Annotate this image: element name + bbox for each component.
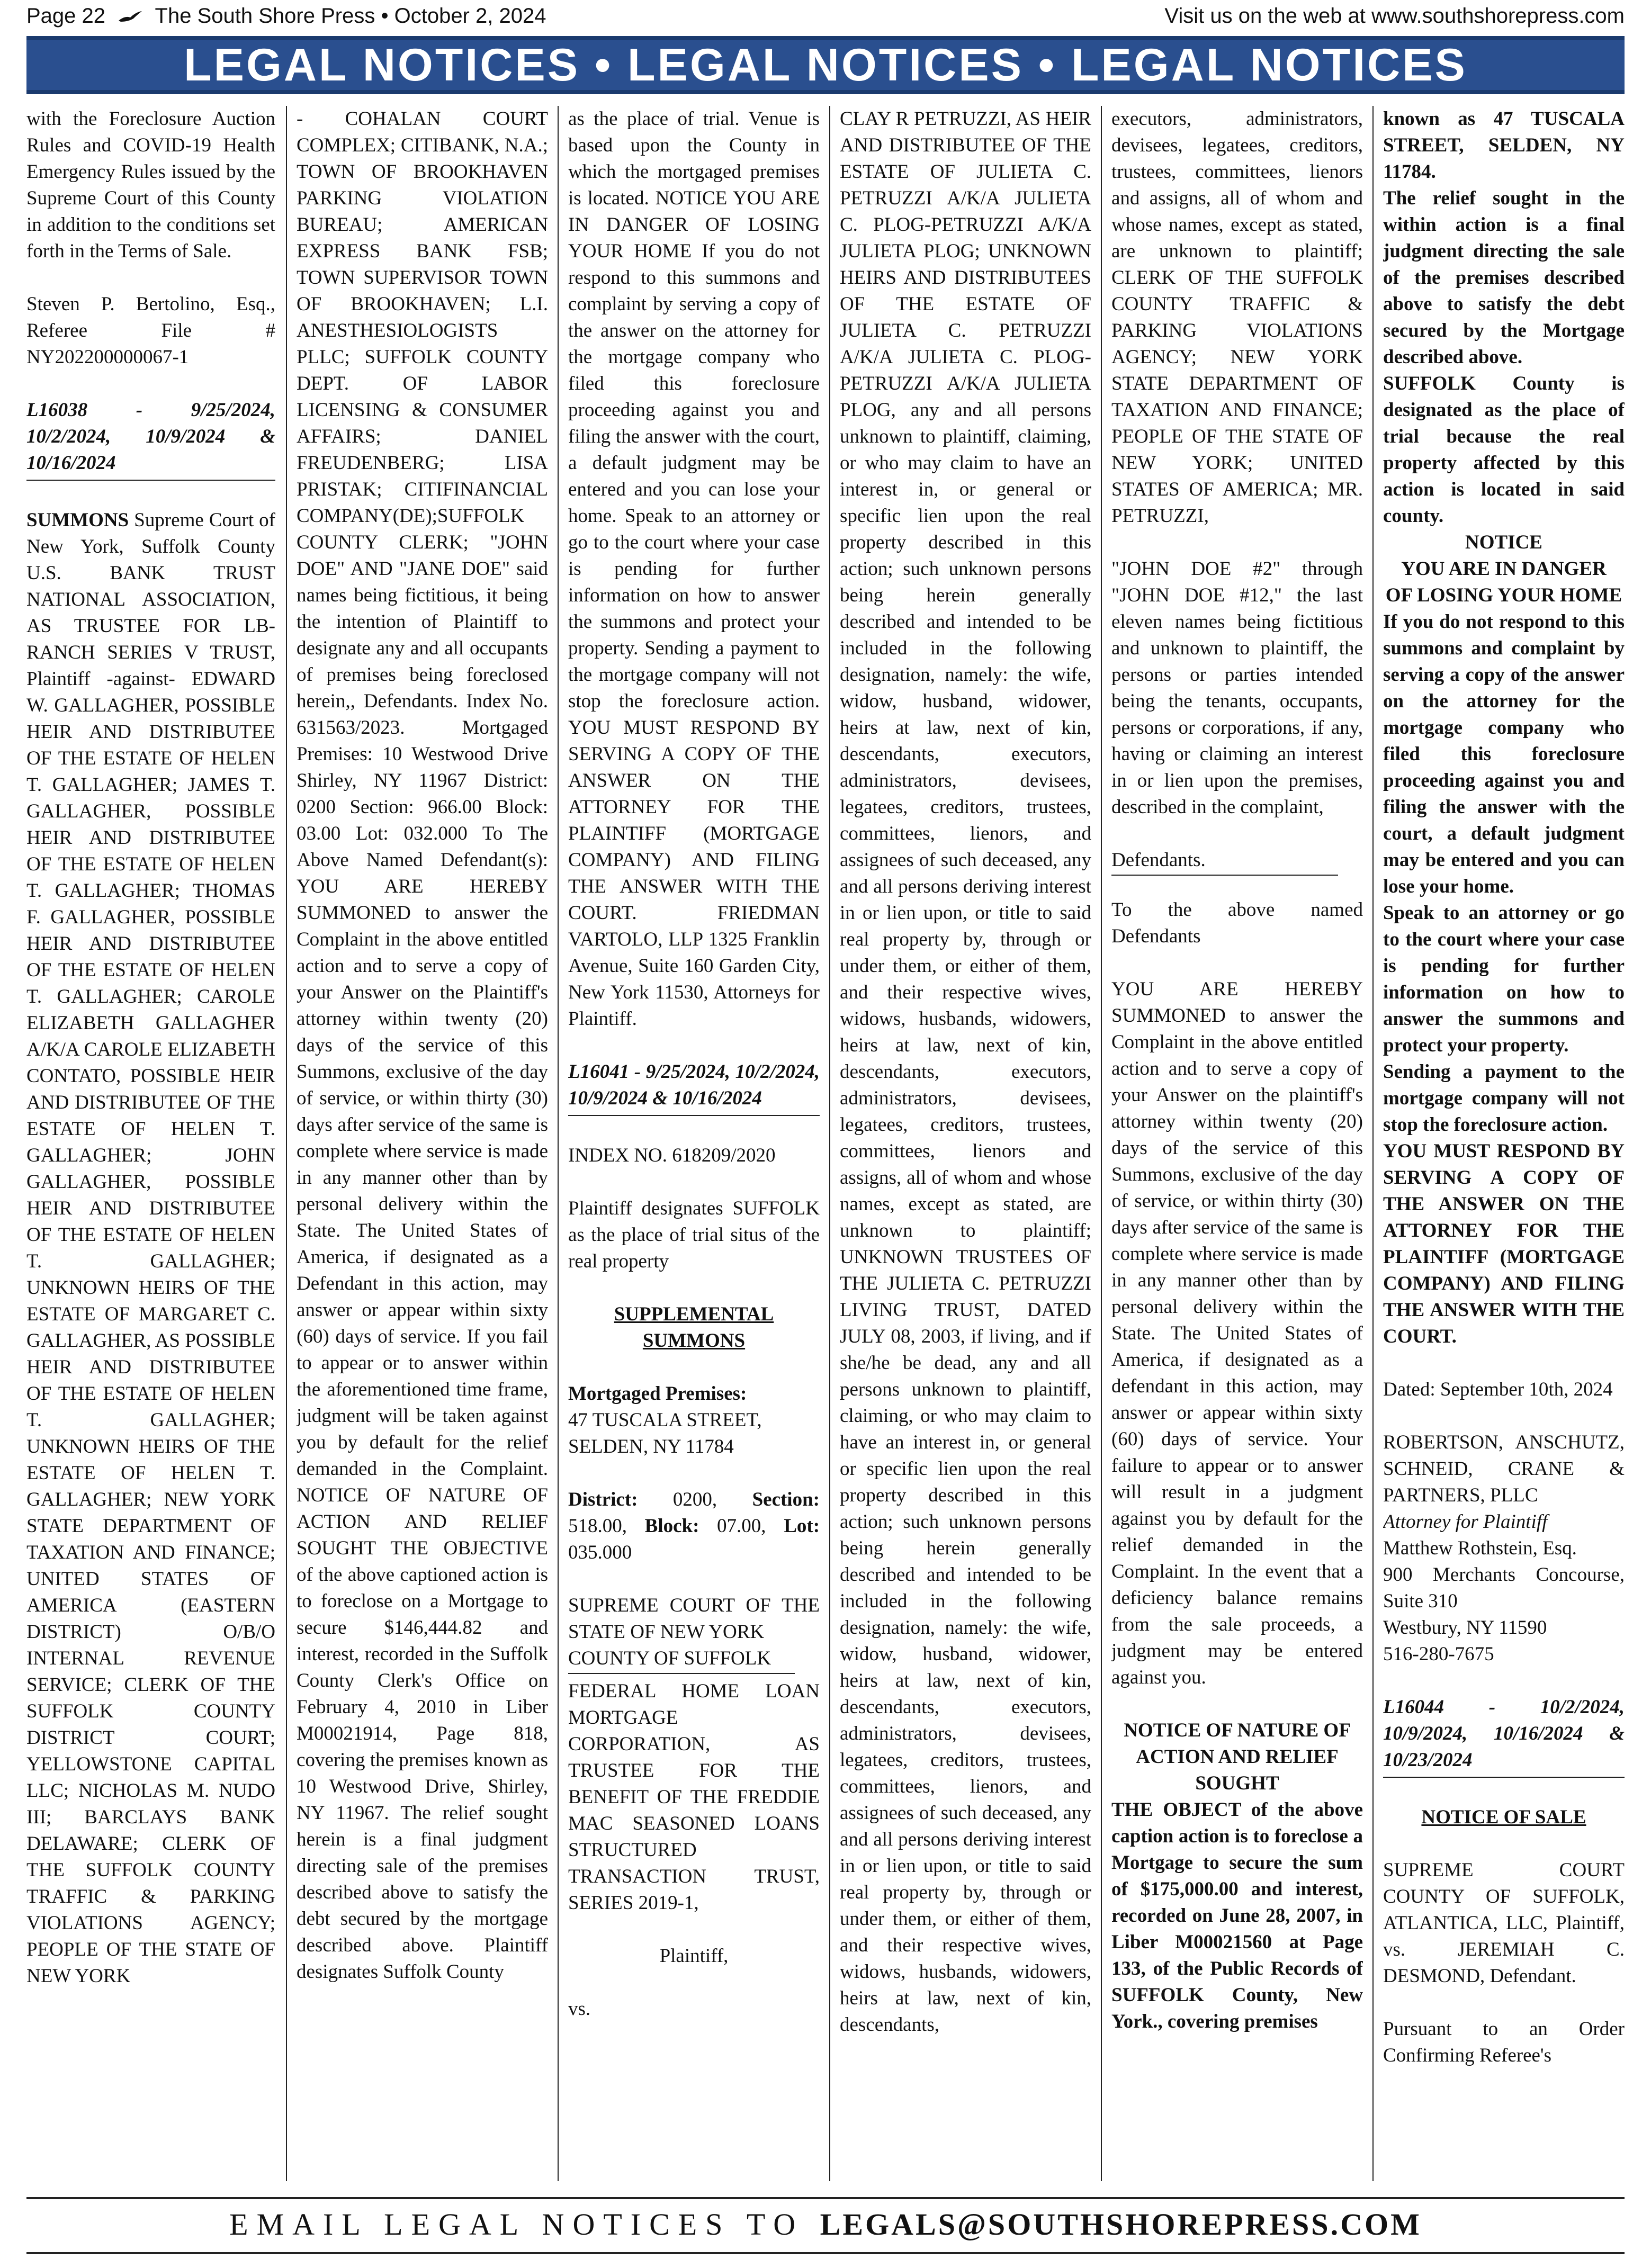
plaintiff-label: Plaintiff, xyxy=(659,1945,729,1967)
court-county: COUNTY OF SUFFOLK xyxy=(568,1648,771,1669)
column-5 xyxy=(1111,106,1363,2181)
referee-signature: Steven P. Bertolino, Esq., Referee File # NY202200000067-1 xyxy=(26,293,275,368)
firm-address-2: Westbury, NY 11590 xyxy=(1383,1617,1547,1639)
email-footer xyxy=(26,2207,1625,2244)
column-divider xyxy=(286,106,287,2181)
trial-designation: Plaintiff designates SUFFOLK as the place of trial situs of the real property xyxy=(568,1198,820,1272)
page-header xyxy=(26,0,1625,36)
payment-warning: Sending a payment to the mortgage company will not stop the foreclosure action. xyxy=(1383,1061,1625,1136)
column-2 xyxy=(297,106,548,2181)
danger-heading: YOU ARE IN DANGER xyxy=(1401,558,1607,580)
defendants-continued-list: executors, administrators, devisees, legatees, creditors, trustees, committees, lienors and assigns, all of whom and whose names, except as stated, are unknown to plaintiff; CLERK OF THE SUFFOLK COUNTY TRAFFIC & PARKING VIOLATIONS AGENCY; NEW YORK STATE DEPARTMENT OF TAXATION AND FINANCE; PEOPLE OF THE STATE OF NEW YORK; UNITED STATES OF AMERICA; MR. PETRUZZI, xyxy=(1111,108,1363,527)
caption-rule xyxy=(568,1672,795,1674)
column-6 xyxy=(1383,106,1625,2181)
defendants-continued-text: - COHALAN COURT COMPLEX; CITIBANK, N.A.; TOWN OF BROOKHAVEN PARKING VIOLATION BUREAU; AMERICAN EXPRESS BANK FSB; TOWN SUPERVISOR TOWN OF BROOKHAVEN; L.I. ANESTHESIOLOGISTS PLLC; SUFFOLK COUNTY DEPT. OF LABOR LICENSING & CONSUMER AFFAIRS; DANIEL FREUDENBERG; LISA PRISTAK; CITIFINANCIAL COMPANY(DE);SUFFOLK COUNTY CLERK; "JOHN DOE" AND "JANE DOE" said names being fictitious, it being the intention of Plaintiff to designate any and all occupants of premises being foreclosed herein,, Defendants. Index No. 631563/2023. Mortgaged Premises: 10 Westwood Drive Shirley, NY 11967 District: 0200 Section: 966.00 Block: 03.00 Lot: 032.000 To The Above Named Defendant(s): YOU ARE HEREBY SUMMONED to answer the Complaint in the above entitled action and to serve a copy of your Answer on the Plaintiff's attorney within twenty (20) days of the service of this Summons, exclusive of the day of service, or within thirty (30) days after service of the same is complete where service is made in any manner other than by personal delivery within the State. The United States of America, if designated as a Defendant in this action, may answer or appear within sixty (60) days of service. If you fail to appear or to answer within the aforementioned time frame, judgment will be taken against you by default for the relief demanded in the Complaint. NOTICE OF NATURE OF ACTION AND RELIEF SOUGHT THE OBJECTIVE of the above captioned action is to foreclose on a Mortgage to secure $146,444.82 and interest, recorded in the Suffolk County Clerk's Office on February 4, 2010 in Liber M00021914, Page 818, covering the premises known as 10 Westwood Drive, Shirley, NY 11967. The relief sought herein is a final judgment directing sale of the premises described above to satisfy the debt secured by the mortgage described above. Plaintiff designates Suffolk County xyxy=(297,108,548,1983)
place-of-trial-text: SUFFOLK County is designated as the place of trial because the real property affected by this action is located in said county. xyxy=(1383,373,1625,527)
banner-title: LEGAL NOTICES • LEGAL NOTICES • LEGAL NOTICES xyxy=(184,40,1467,91)
footer-rule-bottom xyxy=(26,2252,1625,2254)
defendants-label: Defendants. xyxy=(1111,849,1206,871)
defendants-list-text: CLAY R PETRUZZI, AS HEIR AND DISTRIBUTEE OF THE ESTATE OF JULIETA C. PETRUZZI A/K/A JULIETA C. PLOG-PETRUZZI A/K/A JULIETA PLOG; UNKNOWN HEIRS AND DISTRIBUTEES OF THE ESTATE OF JULIETA C. PETRUZZI A/K/A JULIETA C. PLOG-PETRUZZI A/K/A JULIETA PLOG, any and all persons unknown to plaintiff, claiming, or who may claim to have an interest in, or general or specific lien upon the real property described in this action; such unknown persons being herein generally described and intended to be included in the following designation, namely: the wife, widow, husband, widower, heirs at law, next of kin, descendants, executors, administrators, devisees, legatees, creditors, trustees, committees, lienors, and assignees of such deceased, any and all persons deriving interest in or lien upon, or title to said real property by, through or under them, or either of them, and their respective wives, widows, husbands, widowers, heirs at law, next of kin, descendants, executors, administrators, devisees, legatees, creditors, trustees, committees, lienors and assigns, all of whom and whose names, except as stated, are unknown to plaintiff; UNKNOWN TRUSTEES OF THE JULIETA C. PETRUZZI LIVING TRUST, DATED JULY 08, 2003, if living, and if she/he be dead, any and all persons unknown to plaintiff, claiming, or who may claim to have an interest in, or general or specific lien upon the real property described in this action; such unknown persons being herein generally described and intended to be included in the following designation, namely: the wife, widow, husband, widower, heirs at law, next of kin, descendants, executors, administrators, devisees, legatees, creditors, trustees, committees, lienors, and assignees of such deceased, any and all persons deriving interest in or lien upon, or title to said real property by, through or under them, or either of them, and their respective wives, widows, husbands, widowers, heirs at law, next of kin, descendants, xyxy=(840,108,1091,2036)
auction-rules-text: with the Foreclosure Auction Rules and COVID-19 Health Emergency Rules issued by the Supreme Court of this County in addition to the conditions set forth in the Terms of Sale. xyxy=(26,108,275,262)
summons-label: SUMMONS xyxy=(26,509,129,531)
dated-line: Dated: September 10th, 2024 xyxy=(1383,1379,1613,1400)
section-value: 518.00, xyxy=(568,1515,645,1537)
nature-heading-3: SOUGHT xyxy=(1195,1772,1279,1794)
object-text: THE OBJECT of the above caption action is to foreclose a Mortgage to secure the sum of $175,000.00 and interest, recorded on June 28, 2007, in Liber M00021560 at Page 133, of the Public Records of SUFFOLK County, New York., covering premises xyxy=(1111,1799,1363,2032)
column-4 xyxy=(840,106,1091,2181)
header-bullet: • xyxy=(381,4,389,28)
court-name: SUPREME COURT OF THE STATE OF NEW YORK xyxy=(568,1595,820,1643)
sale-caption: SUPREME COURT COUNTY OF SUFFOLK, ATLANTICA, LLC, Plaintiff, vs. JEREMIAH C. DESMOND, Defendant. xyxy=(1383,1859,1625,1987)
summons-body: Supreme Court of New York, Suffolk County U.S. BANK TRUST NATIONAL ASSOCIATION, AS TRUSTEE FOR LB-RANCH SERIES V TRUST, Plaintiff -against- EDWARD W. GALLAGHER, POSSIBLE HEIR AND DISTRIBUTEE OF THE ESTATE OF HELEN T. GALLAGHER; JAMES T. GALLAGHER, POSSIBLE HEIR AND DISTRIBUTEE OF THE ESTATE OF HELEN T. GALLAGHER; THOMAS F. GALLAGHER, POSSIBLE HEIR AND DISTRIBUTEE OF THE ESTATE OF HELEN T. GALLAGHER; CAROLE ELIZABETH GALLAGHER A/K/A CAROLE ELIZABETH CONTATO, POSSIBLE HEIR AND DISTRIBUTEE OF THE ESTATE OF HELEN T. GALLAGHER; JOHN GALLAGHER, POSSIBLE HEIR AND DISTRIBUTEE OF THE ESTATE OF HELEN T. GALLAGHER; UNKNOWN HEIRS OF THE ESTATE OF MARGARET C. GALLAGHER, AS POSSIBLE HEIR AND DISTRIBUTEE OF THE ESTATE OF HELEN T. GALLAGHER; UNKNOWN HEIRS OF THE ESTATE OF HELEN T. GALLAGHER; NEW YORK STATE DEPARTMENT OF TAXATION AND FINANCE; UNITED STATES OF AMERICA (EASTERN DISTRICT) O/B/O INTERNAL REVENUE SERVICE; CLERK OF THE SUFFOLK COUNTY DISTRICT COURT; YELLOWSTONE CAPITAL LLC; NICHOLAS M. NUDO III; BARCLAYS BANK DELAWARE; CLERK OF THE SUFFOLK COUNTY TRAFFIC & PARKING VIOLATIONS AGENCY; PEOPLE OF THE STATE OF NEW YORK xyxy=(26,509,275,1987)
index-number: INDEX NO. 618209/2020 xyxy=(568,1145,776,1166)
nature-heading-1: NOTICE OF NATURE OF xyxy=(1124,1720,1351,1741)
notice-tag-l16044: L16044 - 10/2/2024, 10/9/2024, 10/16/2024 & 10/23/2024 xyxy=(1383,1694,1625,1778)
order-confirming-text: Pursuant to an Order Confirming Referee's xyxy=(1383,2018,1625,2066)
supplemental-heading-2: SUMMONS xyxy=(642,1330,746,1352)
block-label: Block: xyxy=(644,1515,699,1537)
danger-notice-text: as the place of trial. Venue is based upon the County in which the mortgaged premises is located. NOTICE YOU ARE IN DANGER OF LOSING YOUR HOME If you do not respond to this summons and complaint by serving a copy of the answer on the attorney for the mortgage company who filed this foreclosure proceeding against you and filing the answer with the court, a default judgment may be entered and you can lose your home. Speak to an attorney or go to the court where your case is pending for further information on how to answer the summons and protect your property. Sending a payment to the mortgage company will not stop the foreclosure action. YOU MUST RESPOND BY SERVING A COPY OF THE ANSWER ON THE ATTORNEY FOR THE PLAINTIFF (MORTGAGE COMPANY) AND FILING THE ANSWER WITH THE COURT. FRIEDMAN VARTOLO, LLP 1325 Franklin Avenue, Suite 160 Garden City, New York 11530, Attorneys for Plaintiff. xyxy=(568,108,820,1030)
notice-tag-l16041: L16041 - 9/25/2024, 10/2/2024, 10/9/2024 & 10/16/2024 xyxy=(568,1059,820,1116)
nature-heading-2: ACTION AND RELIEF xyxy=(1136,1746,1339,1768)
notice-columns xyxy=(26,106,1625,2181)
law-firm-name: ROBERTSON, ANSCHUTZ, SCHNEID, CRANE & PARTNERS, PLLC xyxy=(1383,1432,1625,1506)
summoned-text: YOU ARE HEREBY SUMMONED to answer the Complaint in the above entitled action and to serve a copy of your Answer on the plaintiff's attorney within twenty (20) days of the service of this Summons, exclusive of the day of service, or within thirty (30) days after service of the same is complete where service is made in any manner other than by personal delivery within the State. The United States of America, if designated as a defendant in this action, may answer or appear within sixty (60) days of service. Your failure to appear or to answer will result in a judgment against you by default for the relief demanded in the Complaint. In the event that a deficiency balance remains from the sale proceeds, a judgment may be entered against you. xyxy=(1111,978,1363,1688)
must-respond-text: YOU MUST RESPOND BY SERVING A COPY OF THE ANSWER ON THE ATTORNEY FOR THE PLAINTIFF (MORTGAGE COMPANY) AND FILING THE ANSWER WITH THE COURT. xyxy=(1383,1140,1625,1347)
publication-name: The South Shore Press xyxy=(155,4,375,28)
website-link[interactable]: Visit us on the web at www.southshorepress.com xyxy=(1164,4,1625,28)
footer-rule-top xyxy=(26,2197,1625,2199)
column-divider xyxy=(829,106,830,2181)
john-doe-text: "JOHN DOE #2" through "JOHN DOE #12," the last eleven names being fictitious and unknown to plaintiff, the persons or parties intended being the tenants, occupants, persons or corporations, if any, having or claiming an interest in or lien upon the premises, described in the complaint, xyxy=(1111,558,1363,818)
supplemental-heading-1: SUPPLEMENTAL xyxy=(614,1303,774,1325)
plaintiff-name-text: FEDERAL HOME LOAN MORTGAGE CORPORATION, AS TRUSTEE FOR THE BENEFIT OF THE FREDDIE MAC SEASONED LOANS STRUCTURED TRANSACTION TRUST, SERIES 2019-1, xyxy=(568,1680,820,1914)
header-left xyxy=(26,4,546,28)
notice-of-sale-heading: NOTICE OF SALE xyxy=(1421,1806,1586,1828)
district-label: District: xyxy=(568,1489,638,1510)
bird-logo-icon xyxy=(118,10,143,24)
mortgaged-premises-label: Mortgaged Premises: xyxy=(568,1383,747,1405)
column-divider xyxy=(558,106,559,2181)
premises-known-as: known as 47 TUSCALA STREET, SELDEN, NY 11784. xyxy=(1383,108,1625,183)
parcel-info xyxy=(568,1487,820,1566)
page-number: Page 22 xyxy=(26,4,106,28)
attorney-name: Matthew Rothstein, Esq. xyxy=(1383,1537,1577,1559)
lot-label: Lot: xyxy=(784,1515,820,1537)
respond-warning: If you do not respond to this summons and complaint by serving a copy of the answer on the attorney for the mortgage company who filed this foreclosure proceeding against you and filing the answer with the court, a default judgment may be entered and you can lose your home. xyxy=(1383,611,1625,897)
footer-email-link[interactable]: LEGALS@SOUTHSHOREPRESS.COM xyxy=(820,2207,1422,2242)
block-value: 07.00, xyxy=(699,1515,784,1537)
column-divider xyxy=(1101,106,1102,2181)
notice-heading: NOTICE xyxy=(1465,532,1542,553)
notice-tag-l16038: L16038 - 9/25/2024, 10/2/2024, 10/9/2024 & 10/16/2024 xyxy=(26,397,275,481)
legal-notices-banner xyxy=(26,36,1625,94)
premises-street: 47 TUSCALA STREET, xyxy=(568,1409,762,1431)
attorney-for-label: Attorney for Plaintiff xyxy=(1383,1511,1548,1533)
versus-label: vs. xyxy=(568,1998,591,2020)
column-1 xyxy=(26,106,275,2181)
summons-paragraph xyxy=(26,507,275,1990)
firm-phone: 516-280-7675 xyxy=(1383,1643,1494,1665)
losing-home-heading: OF LOSING YOUR HOME xyxy=(1385,584,1622,606)
footer-prefix: EMAIL LEGAL NOTICES TO xyxy=(229,2207,820,2242)
premises-city: SELDEN, NY 11784 xyxy=(568,1436,734,1457)
column-3 xyxy=(568,106,820,2181)
lot-value: 035.000 xyxy=(568,1542,632,1563)
to-defendants: To the above named Defendants xyxy=(1111,899,1363,947)
defendants-rule xyxy=(1111,874,1338,876)
issue-date: October 2, 2024 xyxy=(394,4,546,28)
relief-sought-text: The relief sought in the within action is a final judgment directing the sale of the premises described above to satisfy the debt secured by the Mortgage described above. xyxy=(1383,187,1625,368)
column-divider xyxy=(1372,106,1374,2181)
speak-attorney-text: Speak to an attorney or go to the court where your case is pending for further information on how to answer the summons and protect your property. xyxy=(1383,902,1625,1056)
section-label: Section: xyxy=(752,1489,820,1510)
district-value: 0200, xyxy=(638,1489,752,1510)
firm-address-1: 900 Merchants Concourse, Suite 310 xyxy=(1383,1564,1625,1612)
